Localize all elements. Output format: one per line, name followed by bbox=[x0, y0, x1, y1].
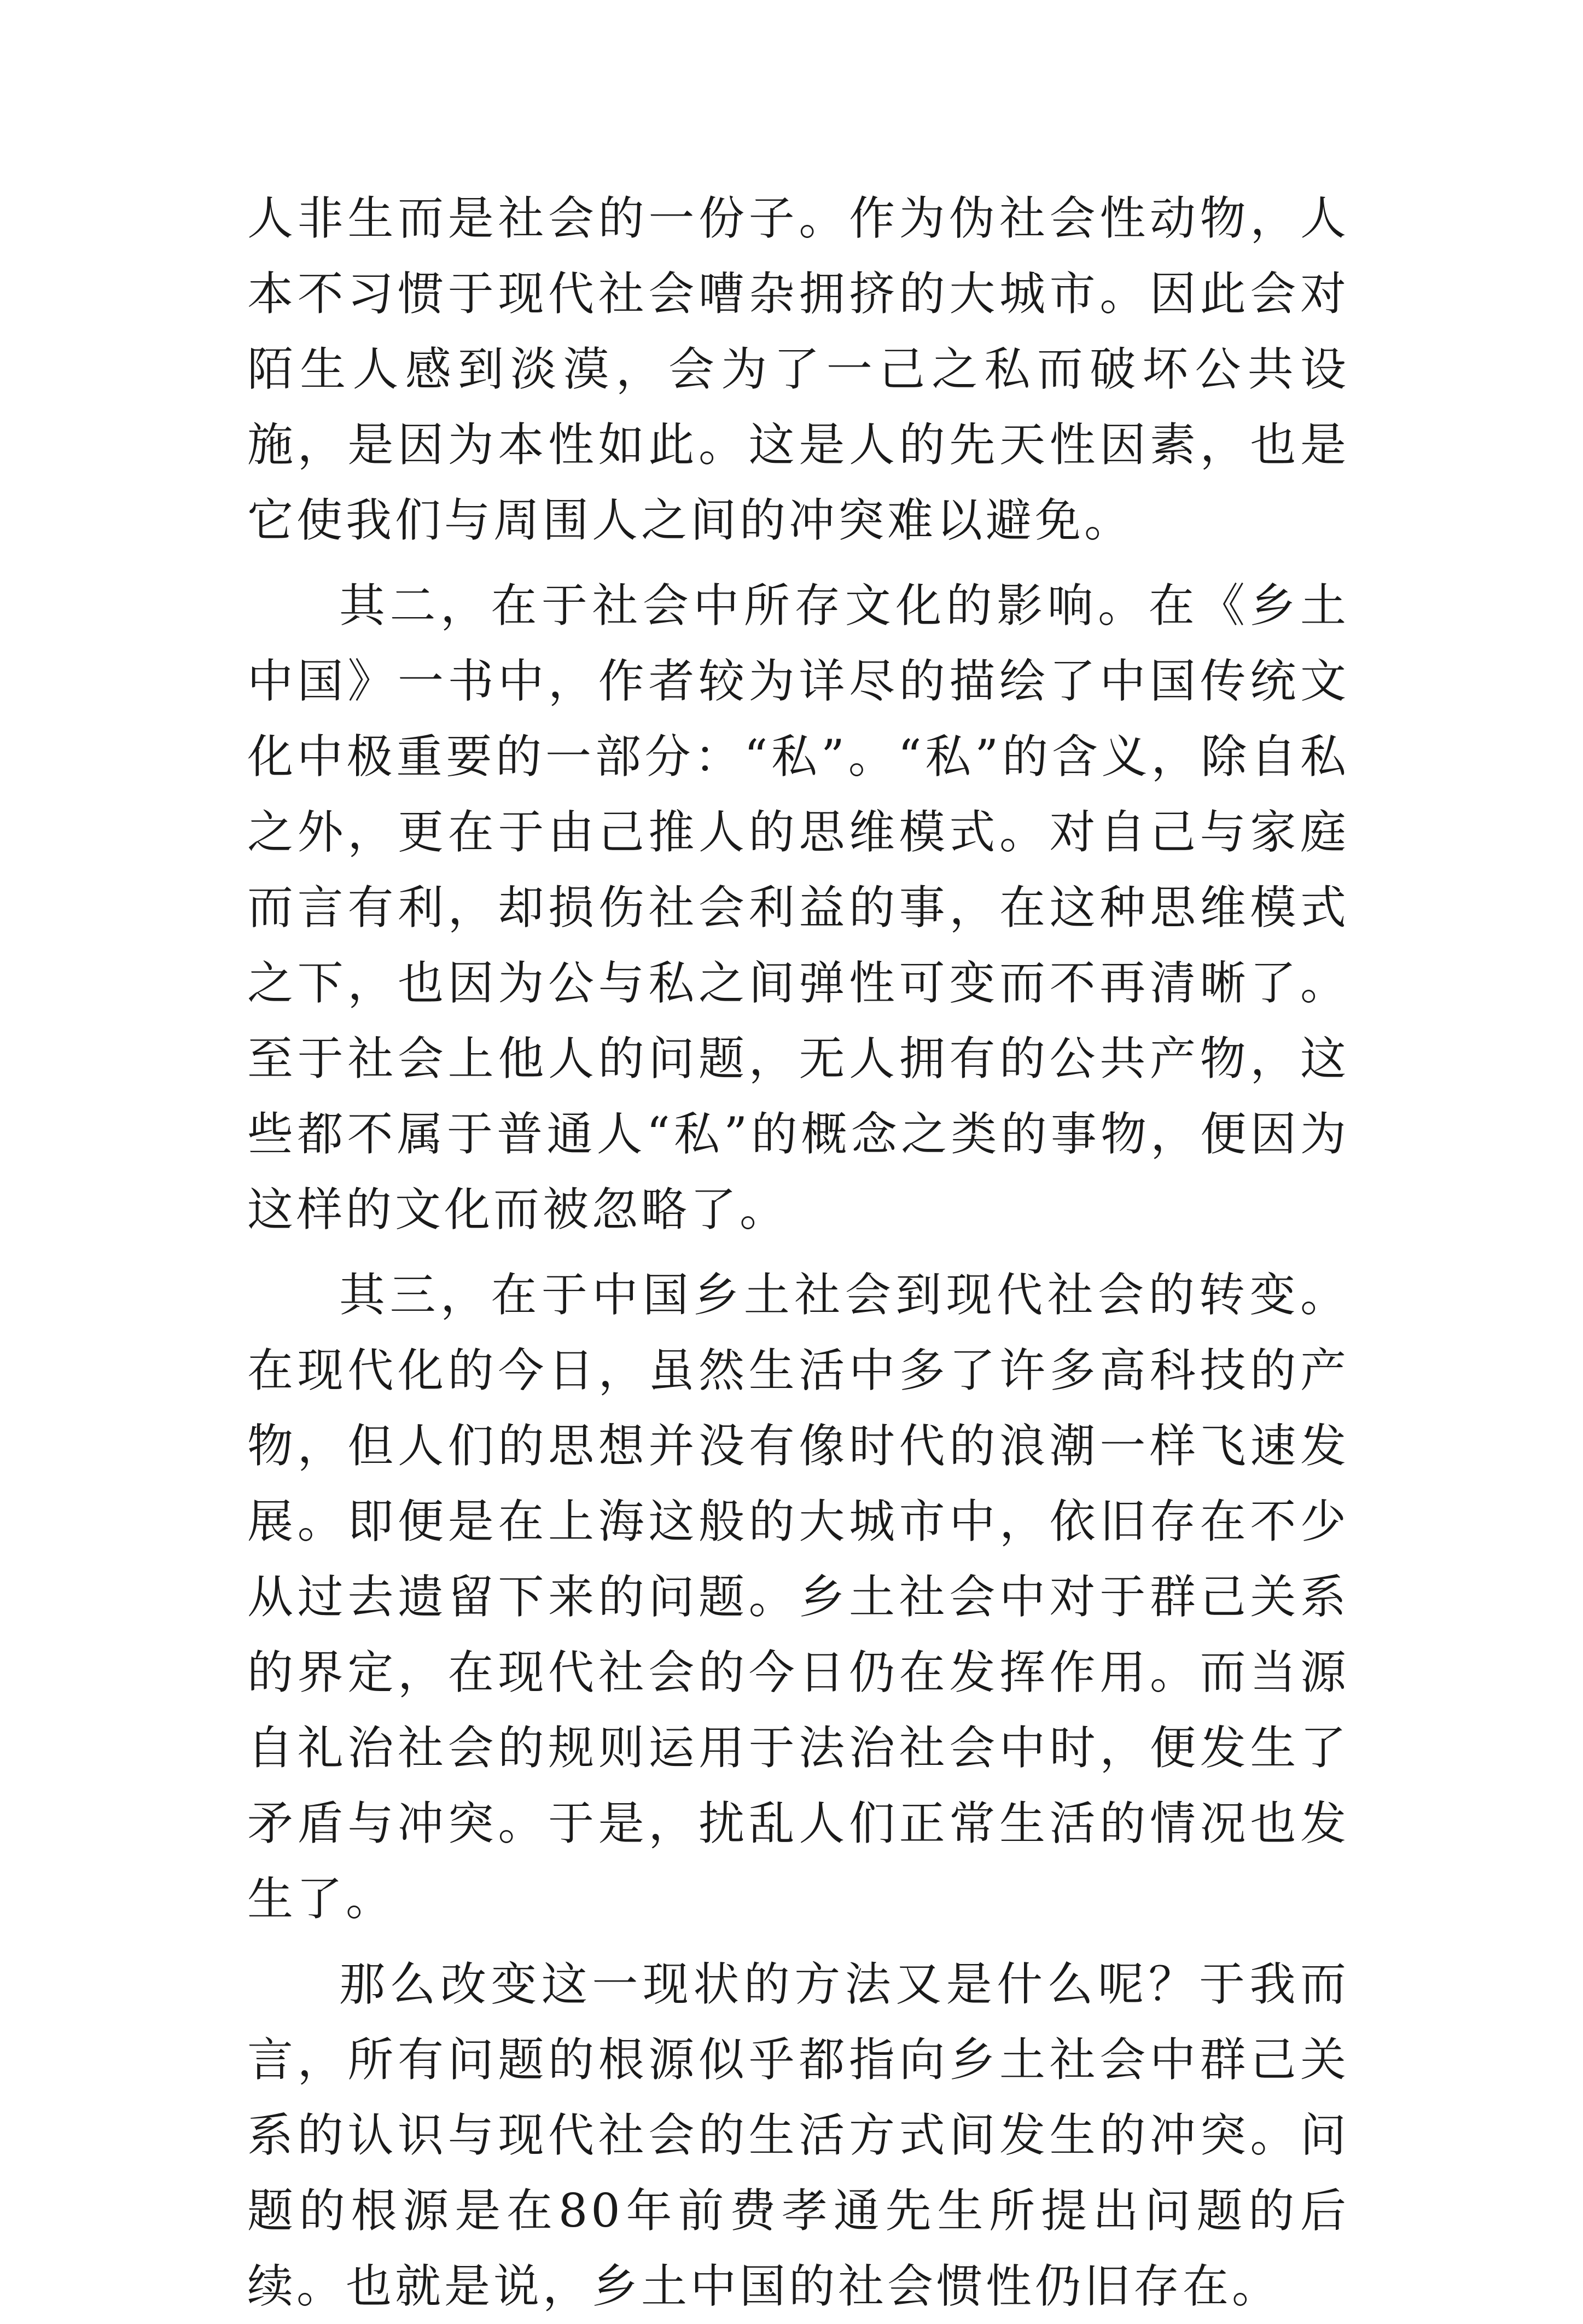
paragraph-3: 其三，在于中国乡土社会到现代社会的转变。在现代化的今日，虽然生活中多了许多高科技的产物，但人们的思想并没有像时代的浪潮一样飞速发展。即便是在上海这般的大城市中，依旧存在不少从过去遗留下来的问题。乡土社会中对于群己关系的界定，在现代社会的今日仍在发挥作用。而当源自礼治社会的规则运用于法治社会中时，便发生了矛盾与冲突。于是，扰乱人们正常生活的情况也发生了。 bbox=[247, 1268, 1349, 1926]
paragraph-1: 人非生而是社会的一份子。作为伪社会性动物，人本不习惯于现代社会嘈杂拥挤的大城市。因此会对陌生人感到淡漠，会为了一己之私而破坏公共设施，是因为本性如此。这是人的先天性因素，也是它使我们与周围人之间的冲突难以避免。 bbox=[247, 191, 1349, 547]
document-body bbox=[247, 181, 1349, 2324]
paragraph-4: 那么改变这一现状的方法又是什么呢？于我而言，所有问题的根源似乎都指向乡土社会中群己关系的认识与现代社会的生活方式间发生的冲突。问题的根源是在80年前费孝通先生所提出问题的后续。也就是说，乡土中国的社会惯性仍旧存在。 bbox=[247, 1957, 1349, 2313]
paragraph-2: 其二，在于社会中所存文化的影响。在《乡土中国》一书中，作者较为详尽的描绘了中国传统文化中极重要的一部分：“私”。“私”的含义，除自私之外，更在于由己推人的思维模式。对自己与家庭而言有利，却损伤社会利益的事，在这种思维模式之下，也因为公与私之间弹性可变而不再清晰了。至于社会上他人的问题，无人拥有的公共产物，这些都不属于普通人“私”的概念之类的事物，便因为这样的文化而被忽略了。 bbox=[247, 579, 1349, 1236]
